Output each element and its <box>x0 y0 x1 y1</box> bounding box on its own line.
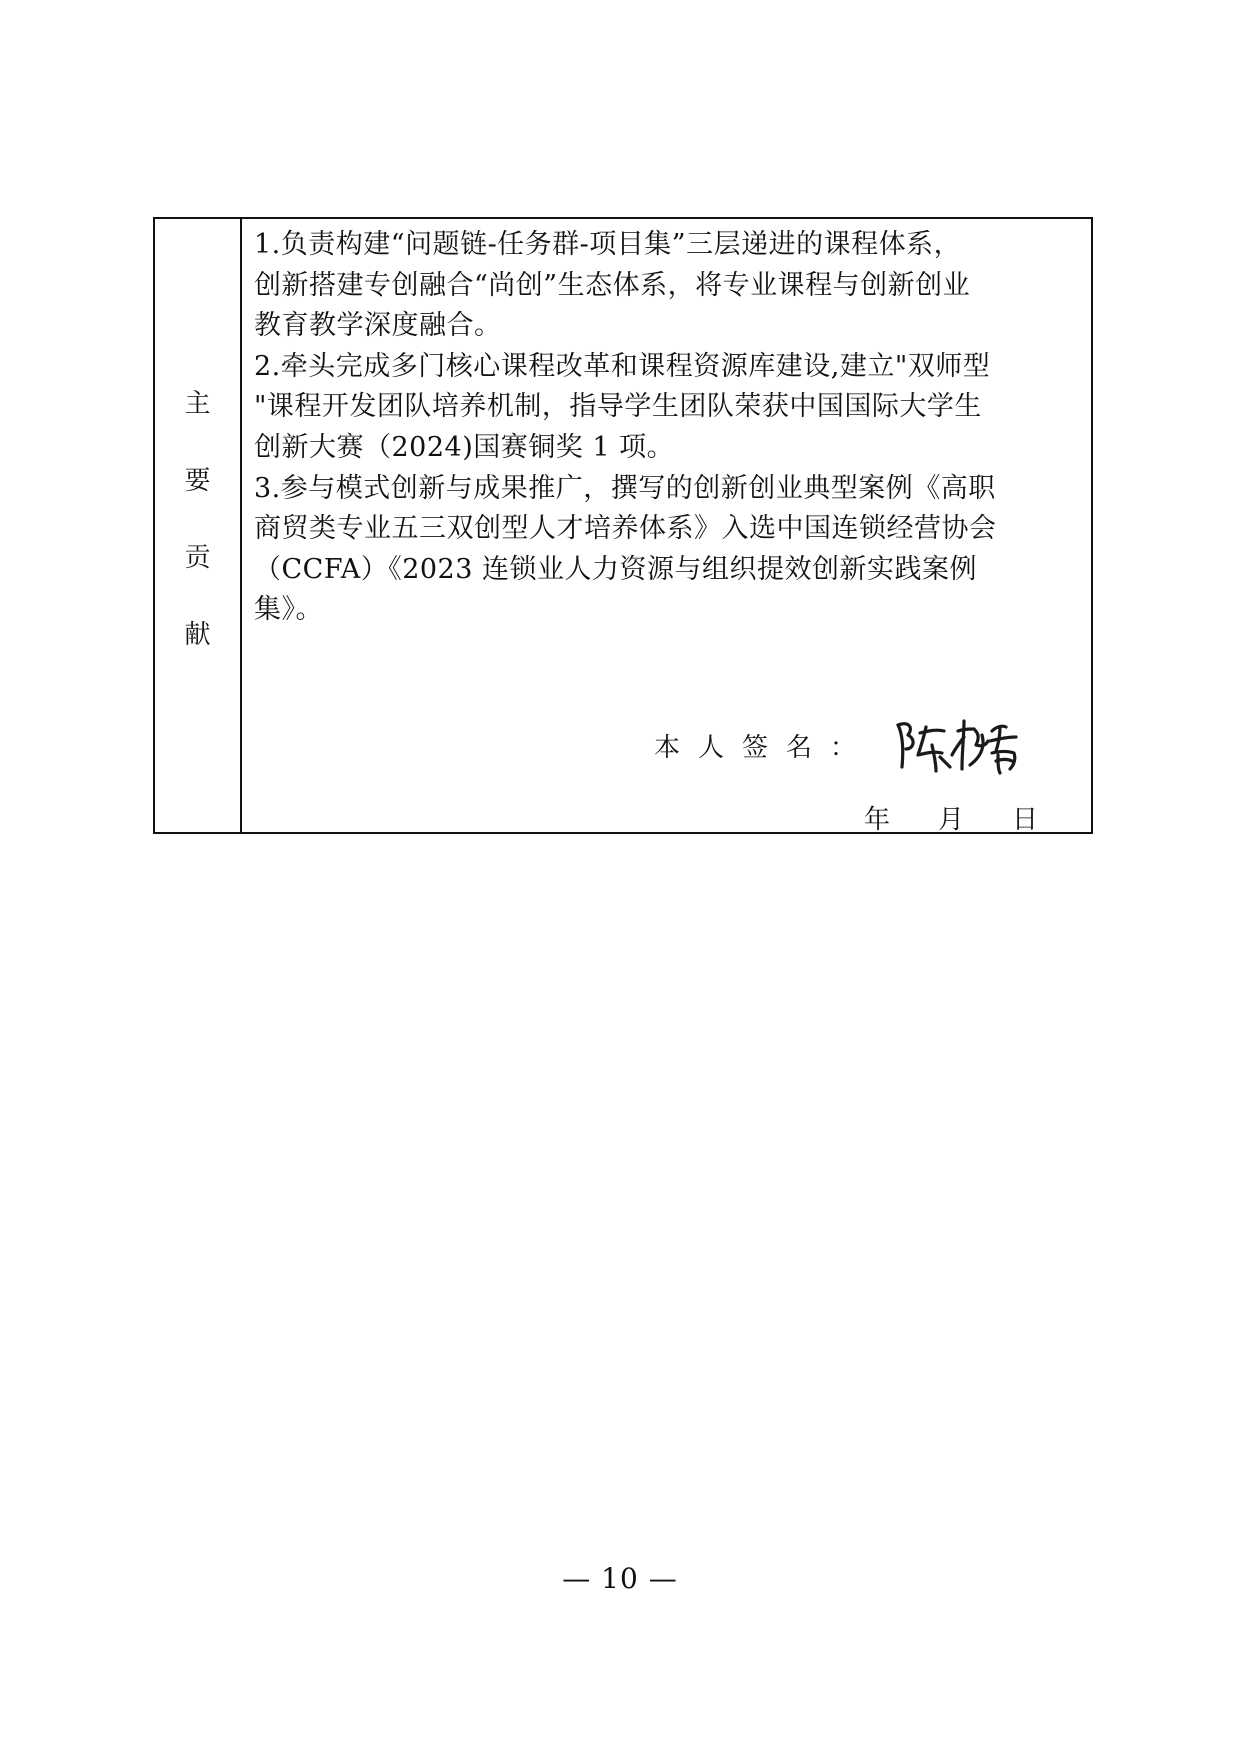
signature-label: 本人签名： <box>654 732 875 763</box>
section-label-char: 贡 <box>184 543 211 573</box>
text-line: 创新大赛（2024)国赛铜奖 1 项。 <box>254 431 675 463</box>
text-line: 3.参与模式创新与成果推广，撰写的创新创业典型案例《高职 <box>254 472 996 504</box>
section-label-char: 主 <box>184 389 211 419</box>
contribution-table <box>153 217 1093 834</box>
text-line: 创新搭建专创融合“尚创”生态体系，将专业课程与创新创业 <box>254 269 971 301</box>
text-line: 教育教学深度融合。 <box>254 310 502 342</box>
date-day-label: 日 <box>1012 805 1039 835</box>
text-line: 集》。 <box>254 594 323 626</box>
section-label <box>155 391 240 699</box>
contribution-text <box>254 225 1084 631</box>
date-month-label: 月 <box>938 805 965 835</box>
date-year-label: 年 <box>864 805 891 835</box>
date-row <box>864 799 1086 836</box>
text-line: "课程开发团队培养机制，指导学生团队荣获中国国际大学生 <box>254 391 982 423</box>
signature-row <box>654 715 1027 775</box>
text-line: 商贸类专业五三双创型人才培养体系》入选中国连锁经营协会 <box>254 513 997 545</box>
section-label-char: 要 <box>184 466 211 496</box>
signature-drawing <box>892 715 1027 775</box>
content-cell <box>242 219 1091 835</box>
text-line: 2.牵头完成多门核心课程改革和课程资源库建设,建立"双师型 <box>254 350 991 382</box>
text-line: 1.负责构建“问题链-任务群-项目集”三层递进的课程体系， <box>254 229 962 260</box>
section-label-char: 献 <box>184 620 211 650</box>
handwritten-signature <box>892 715 1027 775</box>
text-line: （CCFA）《2023 连锁业人力资源与组织提效创新实践案例 <box>254 553 977 585</box>
section-label-cell <box>155 219 242 832</box>
page-number: — 10 — <box>562 1562 678 1595</box>
